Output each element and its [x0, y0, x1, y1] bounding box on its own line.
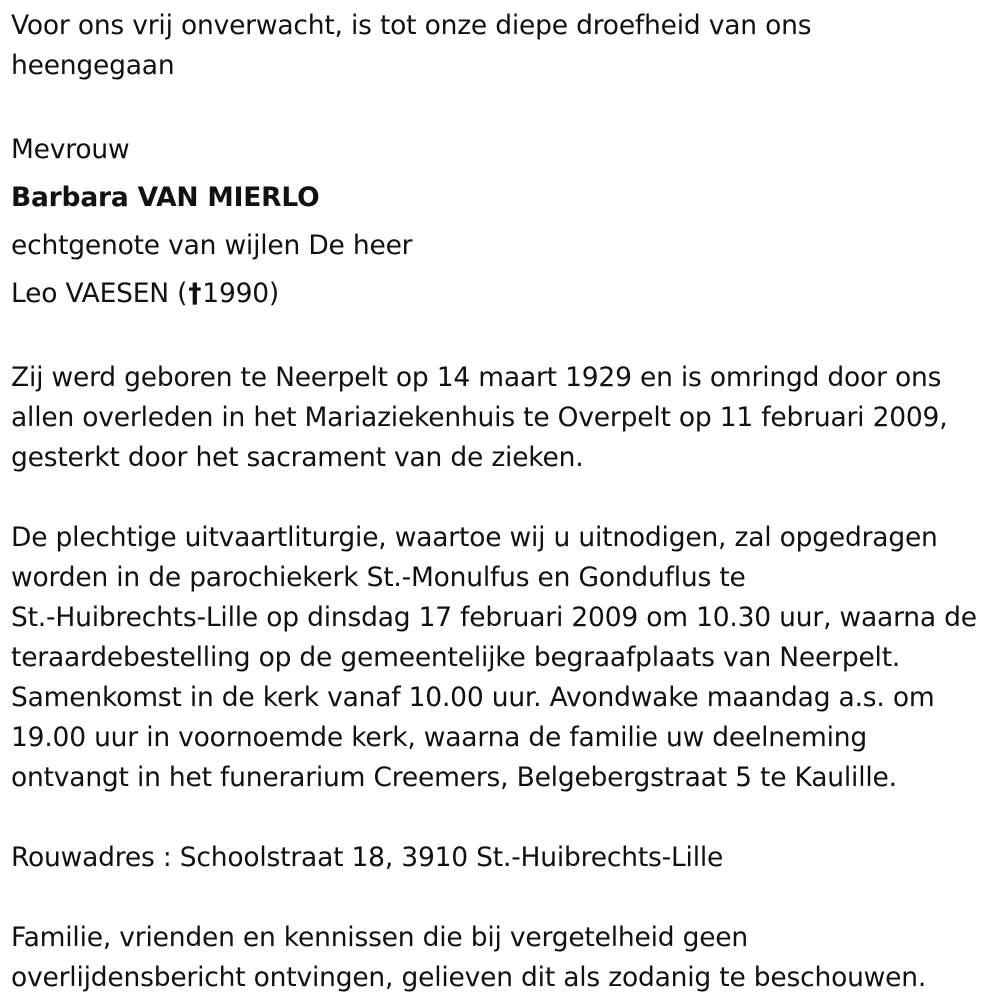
funeral-line: De plechtige uitvaartliturgie, waartoe wij u uitnodigen, zal opgedragen	[11, 522, 938, 553]
birth-death-line: gesterkt door het sacrament van de zieken.	[11, 442, 584, 473]
birth-death-line: allen overleden in het Mariaziekenhuis te Overpelt op 11 februari 2009,	[11, 402, 948, 433]
closing-line: overlijdensbericht ontvingen, gelieven dit als zodanig te beschouwen.	[11, 962, 927, 993]
cross-icon: †	[188, 278, 202, 309]
funeral-line: worden in de parochiekerk St.-Monulfus en Gonduflus te	[11, 562, 746, 593]
funeral-line: teraardebestelling op de gemeentelijke begraafplaats van Neerpelt.	[11, 642, 901, 673]
obituary-document	[11, 6, 996, 998]
deceased-title: Mevrouw	[11, 134, 130, 165]
spacer	[11, 878, 996, 918]
intro-line-2: heengegaan	[11, 50, 175, 81]
spouse-year: 1990)	[202, 278, 280, 309]
deceased-name: Barbara VAN MIERLO	[11, 182, 320, 213]
spacer	[11, 798, 996, 838]
funeral-line: 19.00 uur in voornoemde kerk, waarna de familie uw deelneming	[11, 722, 867, 753]
closing-line: Familie, vrienden en kennissen die bij vergetelheid geen	[11, 922, 749, 953]
spacer	[11, 86, 996, 126]
intro-line-1: Voor ons vrij onverwacht, is tot onze diepe droefheid van ons	[11, 10, 812, 41]
spacer	[11, 478, 996, 518]
spouse-line	[11, 270, 996, 318]
mourning-address: Rouwadres : Schoolstraat 18, 3910 St.-Huibrechts-Lille	[11, 842, 724, 873]
birth-death-line: Zij werd geboren te Neerpelt op 14 maart 1929 en is omringd door ons	[11, 362, 942, 393]
funeral-line: Samenkomst in de kerk vanaf 10.00 uur. Avondwake maandag a.s. om	[11, 682, 935, 713]
deceased-relation: echtgenote van wijlen De heer	[11, 230, 413, 261]
spacer	[11, 318, 996, 358]
funeral-line: St.-Huibrechts-Lille op dinsdag 17 februari 2009 om 10.30 uur, waarna de	[11, 602, 977, 633]
spouse-name: Leo VAESEN (	[11, 278, 188, 309]
funeral-line: ontvangt in het funerarium Creemers, Belgebergstraat 5 te Kaulille.	[11, 762, 897, 793]
